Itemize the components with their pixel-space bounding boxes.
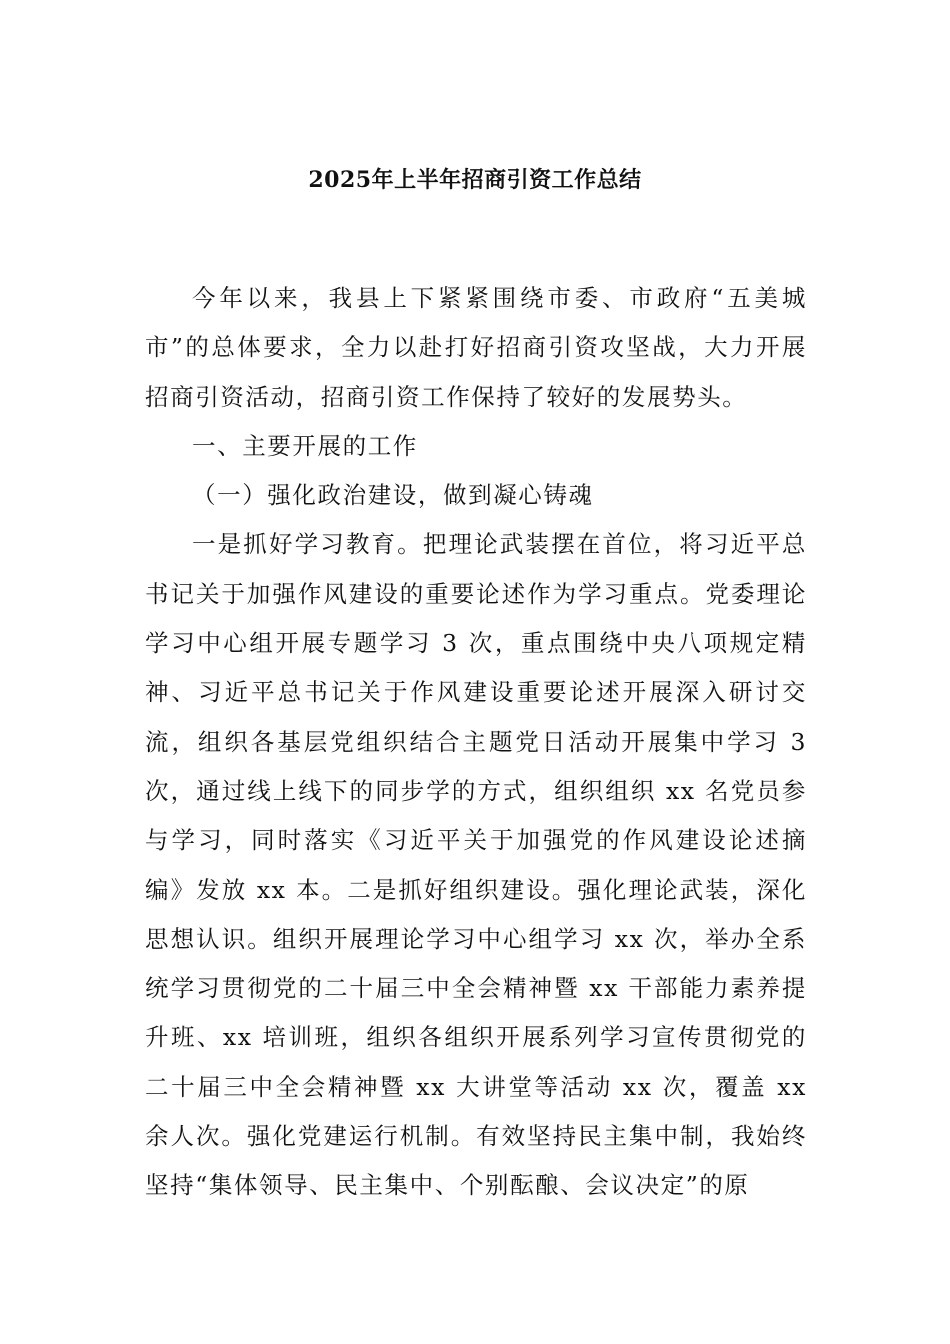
document-title: 2025年上半年招商引资工作总结 <box>308 167 642 193</box>
subsection-heading: （一）强化政治建设，做到凝心铸魂 <box>192 481 594 510</box>
document-body <box>145 274 807 1211</box>
body-paragraph: 一是抓好学习教育。把理论武装摆在首位，将习近平总书记关于加强作风建设的重要论述作为学习重点。党委理论学习中心组开展专题学习 3 次，重点围绕中央八项规定精神、习近平总书记关于作风建设重要论述开展深入研讨交流，组织各基层党组织结合主题党日活动开展集中学习 3 次，通过线上线下的同步学的方式，组织组织 xx 名党员参与学习，同时落实《习近平关于加强党的作风建设论述摘编》发放 xx 本。二是抓好组织建设。强化理论武装，深化思想认识。组织开展理论学习中心组学习 xx 次，举办全系统学习贯彻党的二十届三中全会精神暨 xx 干部能力素养提升班、xx 培训班，组织各组织开展系列学习宣传贯彻党的二十届三中全会精神暨 xx 大讲堂等活动 xx 次，覆盖 xx 余人次。强化党建运行机制。有效坚持民主集中制，我始终坚持“集体领导、民主集中、个别酝酿、会议决定”的原 <box>145 530 807 1200</box>
section-heading: 一、主要开展的工作 <box>192 431 418 460</box>
intro-paragraph: 今年以来，我县上下紧紧围绕市委、市政府“五美城市”的总体要求，全力以赴打好招商引资攻坚战，大力开展招商引资活动，招商引资工作保持了较好的发展势头。 <box>145 284 807 411</box>
